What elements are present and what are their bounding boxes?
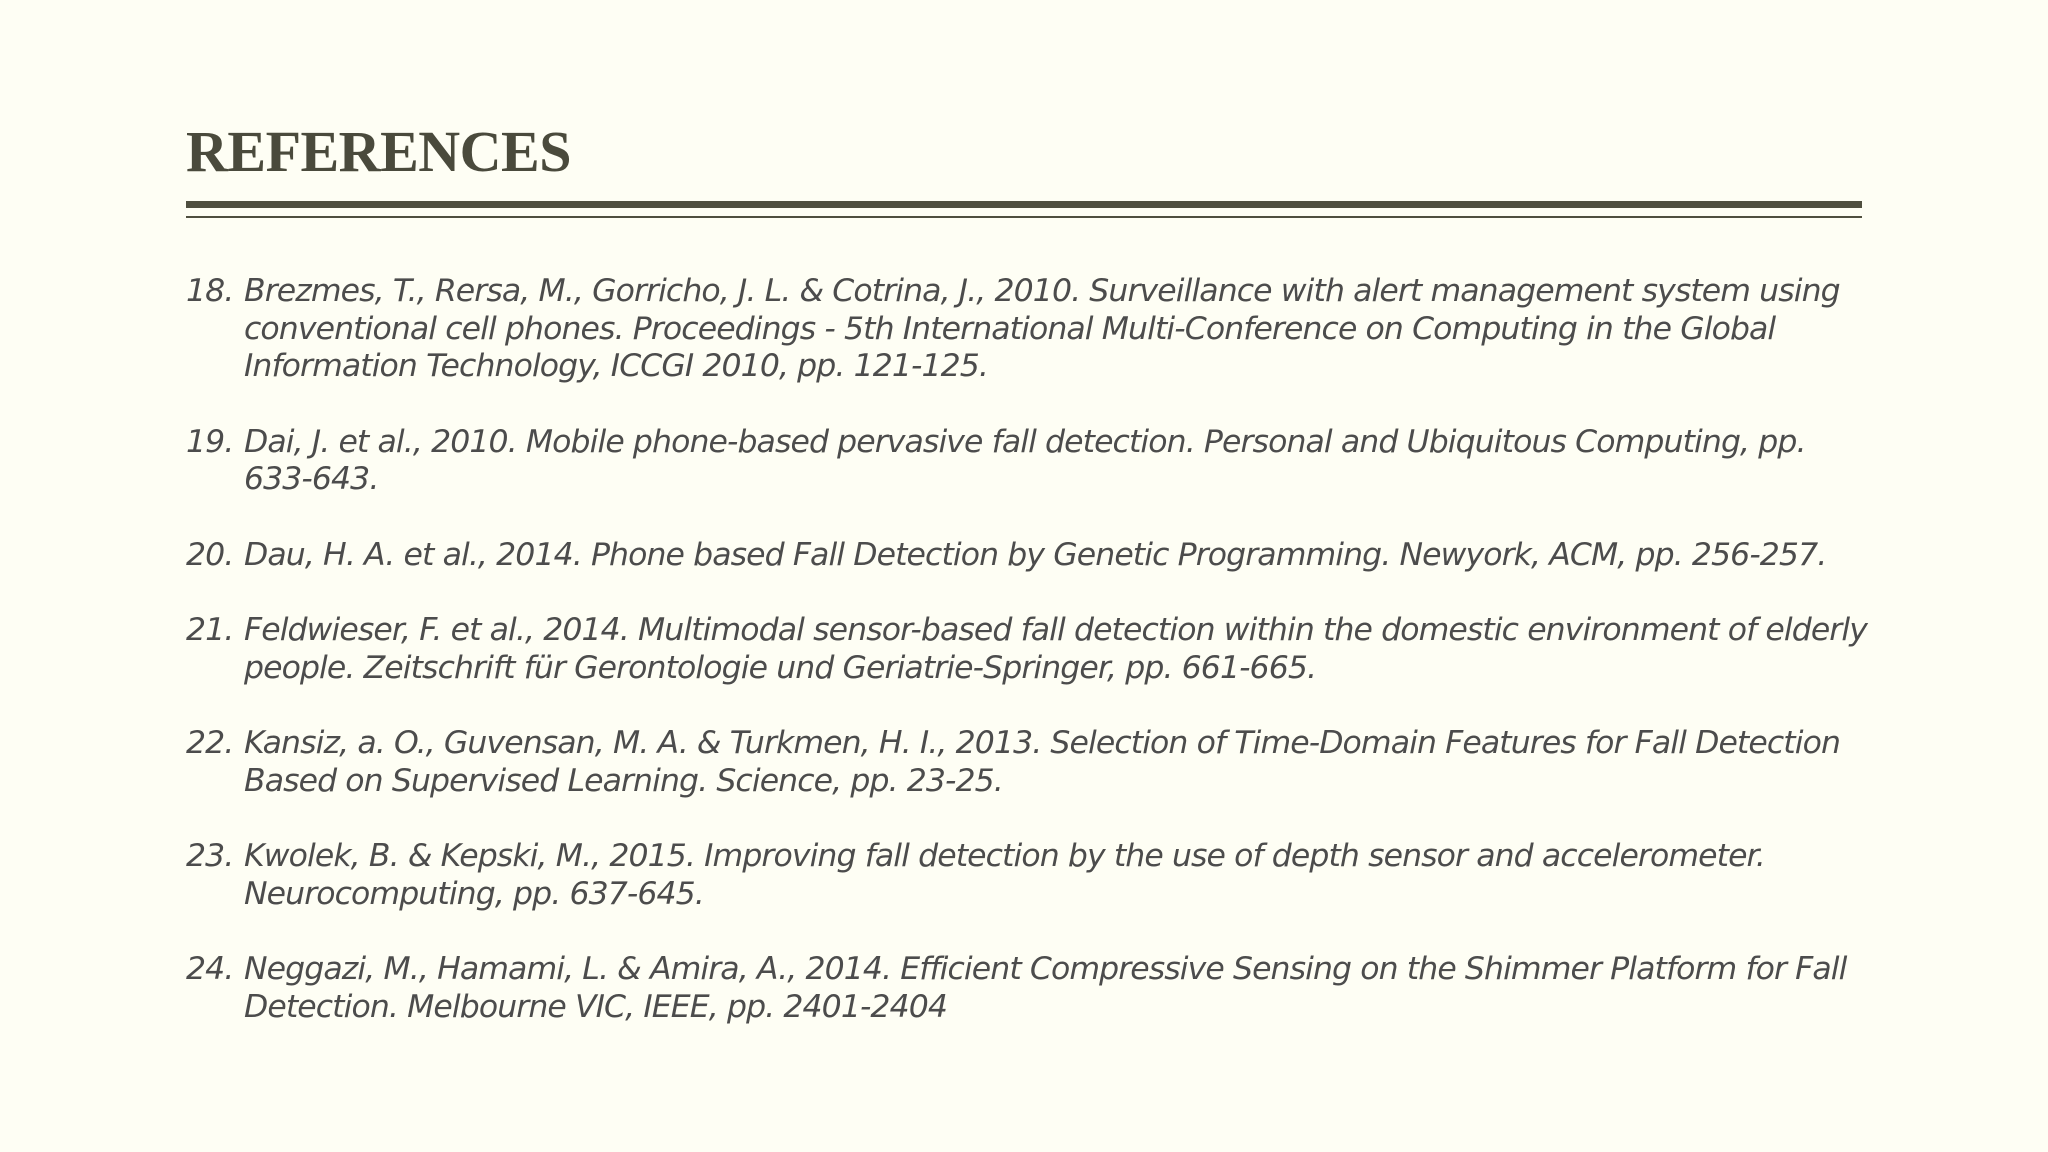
- page-title: REFERENCES: [186, 119, 571, 184]
- reference-text: Dai, J. et al., 2010. Mobile phone-based pervasive fall detection. Personal and Ubiquitous Computing, pp. 633-643.: [244, 423, 1806, 497]
- reference-list: [186, 273, 1876, 1064]
- reference-text: Feldwieser, F. et al., 2014. Multimodal sensor-based fall detection within the domestic environment of elderly people. Zeitschrift für Gerontologie und Geriatrie-Springer, pp. 661-665.: [244, 612, 1867, 686]
- reference-number: 23.: [186, 838, 234, 874]
- reference-text: Kansiz, a. O., Guvensan, M. A. & Turkmen, H. I., 2013. Selection of Time-Domain Features for Fall Detection Based on Supervised Learning. Science, pp. 23-25.: [244, 725, 1841, 799]
- reference-text: Kwolek, B. & Kepski, M., 2015. Improving fall detection by the use of depth sensor and accelerometer. Neurocomputing, pp. 637-645.: [244, 838, 1765, 912]
- reference-text: Neggazi, M., Hamami, L. & Amira, A., 2014. Efficient Compressive Sensing on the Shimmer Platform for Fall Detection. Melbourne VIC, IEEE, pp. 2401-2404: [244, 951, 1847, 1025]
- reference-item: [186, 612, 1876, 687]
- reference-number: 22.: [186, 725, 234, 761]
- title-divider-thick: [186, 201, 1862, 208]
- reference-number: 19.: [186, 423, 234, 460]
- reference-item: [186, 537, 1876, 575]
- reference-item: [186, 838, 1876, 913]
- reference-item: [186, 725, 1876, 800]
- reference-number: 21.: [186, 612, 234, 648]
- reference-number: 20.: [186, 536, 234, 573]
- title-divider-thin: [186, 216, 1862, 218]
- reference-item: [186, 424, 1876, 499]
- reference-number: 18.: [186, 273, 234, 309]
- reference-number: 24.: [186, 951, 234, 987]
- reference-text: Dau, H. A. et al., 2014. Phone based Fall Detection by Genetic Programming. Newyork, ACM, pp. 256-257.: [244, 536, 1827, 573]
- reference-text: Brezmes, T., Rersa, M., Gorricho, J. L. & Cotrina, J., 2010. Surveillance with alert management system using conventional cell phones. Proceedings - 5th International Multi-Conference on Computing in the Global Information Technology, ICCGI 2010, pp. 121-125.: [244, 273, 1840, 384]
- reference-item: [186, 951, 1876, 1026]
- reference-item: [186, 273, 1876, 386]
